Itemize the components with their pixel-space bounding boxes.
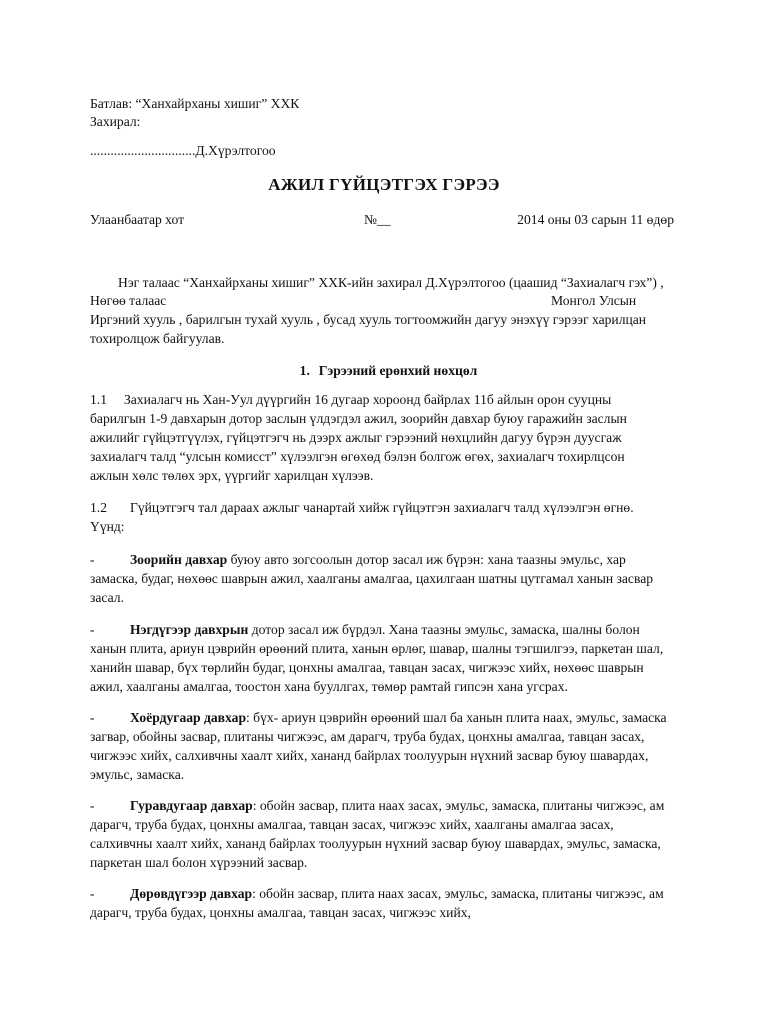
contract-date: 2014 оны 03 сарын 11 өдөр [517, 212, 674, 227]
parties-line-4: тохиролцож байгуулав. [90, 331, 225, 346]
signature-line [90, 141, 276, 160]
parties-line-2-right: Монгол Улсын [551, 293, 637, 308]
clause-number: 1.2 [90, 500, 107, 515]
item-line: ханийн шавар, бүх төрлийн будаг, цонхны амалгаа, тавцан засах, чигжээс хийх, нөхөөс шаврын [90, 660, 644, 675]
item-dash: - [90, 552, 95, 567]
section-heading [0, 361, 768, 380]
item-dash: - [90, 886, 95, 901]
item-line: дарагч, труба будах, цонхны амалгаа, тавцан засах, чигжээс хийх, хаалганы амалгаа засах, [90, 817, 614, 832]
item-text: дотор засал иж бүрдэл. Хана таазны эмульс, замаска, шалны болон [248, 622, 640, 637]
item-dash: - [90, 622, 95, 637]
approval-line: Батлав: “Ханхайрханы хишиг” ХХК [90, 96, 300, 111]
clause-number: 1.1 [90, 392, 107, 407]
director-label: Захирал: [90, 114, 141, 129]
item-dash: - [90, 798, 95, 813]
section-number: 1. [299, 363, 310, 378]
clause-line: ажилийг гүйцэтгүүлэх, гүйцэтгэгч нь дээрх ажлыг гэрээний нөхцлийн дагуу бүрэн дуусгаж [90, 430, 622, 445]
item-line: засал. [90, 590, 124, 605]
item-line: эмульс, замаска. [90, 767, 185, 782]
item-heading: Зоорийн давхар [130, 552, 228, 567]
item-line: ханын плита, ариун цэврийн өрөөний плита, ханын өрлөг, шавар, шалны тэгшилгээ, паркетан шал, [90, 641, 664, 656]
clause-line: захиалагч талд “улсын комисст” хүлээлгэн өгөхөд бэлэн болгож өгөх, захиалагч тохирлцсон [90, 449, 625, 464]
item-heading: Хоёрдугаар давхар [130, 710, 246, 725]
clause-line: барилгын 1-9 давхарын дотор заслын үлдэгдэл ажил, зоорийн давхар буюу гаражийн заслын [90, 411, 627, 426]
item-floor-3 [90, 796, 680, 872]
item-line: загвар, обойны засвар, плитаны чигжээс, ам дарагч, труба будах, цонхны амалгаа, тавцан засах, [90, 729, 645, 744]
item-heading: Нэгдүгээр давхрын [130, 622, 249, 637]
section-title: Гэрээний ерөнхий нөхцөл [318, 363, 478, 378]
item-line: дарагч, труба будах, цонхны амалгаа, тавцан засах, чигжээс хийх, [90, 905, 471, 920]
item-text: : обойн засвар, плита наах засах, эмульс, замаска, плитаны чигжээс, ам [252, 886, 664, 901]
contract-number: №__ [364, 212, 391, 227]
clause-line: Үүнд: [90, 519, 125, 534]
item-text: : бүх- ариун цэврийн өрөөний шал ба ханын плита наах, эмульс, замаска [246, 710, 667, 725]
item-line: паркетан шал болон хүрээний засвар. [90, 855, 308, 870]
place-text: Улаанбаатар хот [90, 212, 185, 227]
item-line: замаска, будаг, нөхөөс шаврын ажил, хаалганы амалгаа, цахилгаан шатны цутгамал ханын засвар [90, 571, 654, 586]
item-floor-2 [90, 708, 680, 784]
clause-line: Гүйцэтгэгч тал дараах ажлыг чанартай хийж гүйцэтгэн захиалагч талд хүлээлгэн өгнө. [130, 500, 634, 515]
parties-line-2-left: Нөгөө талаас [90, 293, 167, 308]
document-title: АЖИЛ ГҮЙЦЭТГЭХ ГЭРЭЭ [268, 175, 500, 194]
director-name: Д.Хүрэлтогоо [195, 143, 276, 158]
item-floor-4 [90, 884, 680, 922]
clause-line: Захиалагч нь Хан-Уул дүүргийн 16 дугаар хороонд байрлах 11б айлын орон сууцны [124, 392, 612, 407]
parties-line-1: Нэг талаас “Ханхайрханы хишиг” ХХК-ийн захирал Д.Хүрэлтогоо (цаашид “Захиалагч гэх”) , [118, 275, 664, 290]
item-line: ажил, хаалганы амалгаа, тоостон хана бууллгах, төмөр рамтай гипсэн хана угсрах. [90, 679, 568, 694]
signature-dots: ............................... [90, 143, 196, 158]
item-dash: - [90, 710, 95, 725]
item-text: : обойн засвар, плита наах засах, эмульс, замаска, плитаны чигжээс, ам [252, 798, 665, 813]
clause-line: ажлын хөлс төлөх эрх, үүргийг харилцан хүлээв. [90, 468, 374, 483]
clause-1-2 [90, 498, 680, 536]
parties-line-3: Иргэний хууль , барилгын тухай хууль , бусад хууль тогтоомжийн дагуу энэхүү гэрээг харилцан [90, 312, 647, 327]
item-heading: Дөрөвдүгээр давхар [130, 886, 253, 901]
clause-1-1 [90, 390, 680, 485]
item-line: чигжээс хийх, салхивчны хаалт хийх, хананд байрлах тоолуурын нүхний засвар буюу шавардах, [90, 748, 649, 763]
item-heading: Гуравдугаар давхар [130, 798, 253, 813]
item-text: буюу авто зогсоолын дотор засал иж бүрэн: хана таазны эмульс, хар [227, 552, 626, 567]
item-line: салхивчны хаалт хийх, хананд байрлах тоолуурын нүхний засвар буюу шавардах, эмульс, замаска, [90, 836, 661, 851]
item-floor-1 [90, 620, 680, 696]
item-basement [90, 550, 680, 607]
